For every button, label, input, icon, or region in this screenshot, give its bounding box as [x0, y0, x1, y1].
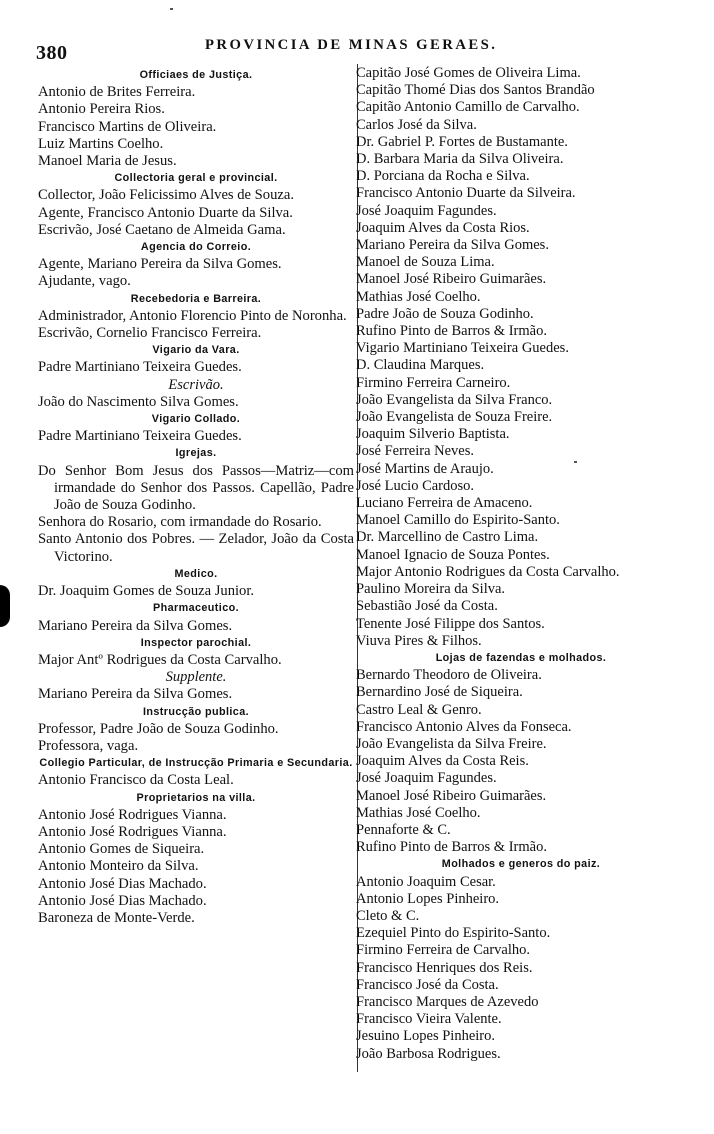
- directory-entry: Professora, vaga.: [38, 737, 139, 754]
- directory-entry: Padre João de Souza Godinho.: [356, 305, 534, 322]
- directory-entry: Manoel Maria de Jesus.: [38, 153, 177, 170]
- directory-entry: Joaquim Alves da Costa Reis.: [356, 753, 529, 770]
- directory-entry: José Ferreira Neves.: [356, 443, 475, 460]
- directory-entry: Francisco José da Costa.: [356, 976, 499, 993]
- directory-entry: José Martins de Araujo.: [356, 460, 494, 477]
- directory-entry: Antonio Lopes Pinheiro.: [356, 890, 500, 907]
- directory-entry: Collector, João Felicissimo Alves de Souza.: [38, 187, 294, 204]
- directory-entry: Francisco Antonio Alves da Fonseca.: [356, 718, 572, 735]
- directory-entry: João Evangelista de Souza Freire.: [356, 409, 553, 426]
- section-heading: Recebedoria e Barreira.: [130, 292, 262, 305]
- section-escrivao: [38, 377, 354, 411]
- directory-entry: Sebastião José da Costa.: [356, 598, 498, 615]
- directory-entry: Antonio José Rodrigues Vianna.: [38, 806, 227, 823]
- directory-entry: Bernardo Theodoro de Oliveira.: [356, 667, 542, 684]
- directory-entry: Mathias José Coelho.: [356, 288, 481, 305]
- section-heading: Lojas de fazendas e molhados.: [435, 651, 607, 664]
- directory-entry: João do Nascimento Silva Gomes.: [38, 393, 239, 410]
- directory-entry: Firmino Ferreira de Carvalho.: [356, 942, 531, 959]
- section-heading: Vigario da Vara.: [152, 344, 240, 357]
- directory-entry: João Barbosa Rodrigues.: [356, 1045, 501, 1062]
- directory-entry: Mathias José Coelho.: [356, 804, 481, 821]
- directory-entry: Ezequiel Pinto do Espirito-Santo.: [356, 925, 551, 942]
- directory-entry: Manoel José Ribeiro Guimarães.: [356, 787, 547, 804]
- section-collegio-particular-de-instruccao-primaria-e-secundaria: [38, 755, 354, 789]
- directory-entry: Ajudante, vago.: [38, 273, 131, 290]
- directory-entry: Antonio Gomes de Siqueira.: [38, 841, 205, 858]
- directory-entry: D. Barbara Maria da Silva Oliveira.: [356, 151, 564, 168]
- section-proprietarios-na-villa: [38, 790, 354, 928]
- section-heading: Escrivão.: [168, 376, 224, 393]
- directory-entry: Francisco Henriques dos Reis.: [356, 959, 533, 976]
- directory-entry: Mariano Pereira da Silva Gomes.: [356, 237, 549, 254]
- directory-entry: João Evangelista da Silva Franco.: [356, 391, 553, 408]
- directory-entry: Escrivão, Cornelio Francisco Ferreira.: [38, 325, 262, 342]
- directory-entry: Dr. Joaquim Gomes de Souza Junior.: [38, 583, 255, 600]
- ink-blot-mark: [0, 585, 10, 627]
- section-recebedoria-e-barreira: [38, 291, 354, 343]
- directory-entry: Padre Martiniano Teixeira Guedes.: [38, 359, 242, 376]
- directory-entry: Senhora do Rosario, com irmandade do Rosario.: [38, 514, 322, 531]
- directory-entry: José Joaquim Fagundes.: [356, 770, 497, 787]
- directory-entry: Viuva Pires & Filhos.: [356, 632, 482, 649]
- section-heading: Inspector parochial.: [140, 636, 252, 649]
- directory-entry: Major Antonio Rodrigues da Costa Carvalho.: [356, 563, 620, 580]
- page-number: 380: [36, 42, 68, 64]
- directory-entry: Agente, Francisco Antonio Duarte da Silva.: [38, 204, 293, 221]
- directory-entry: Mariano Pereira da Silva Gomes.: [38, 686, 233, 703]
- section-heading: Molhados e generos do paiz.: [441, 858, 601, 871]
- right-column: [356, 67, 686, 1063]
- section-igrejas: [38, 445, 354, 565]
- directory-entry: Padre Martiniano Teixeira Guedes.: [38, 428, 242, 445]
- section-continued: [356, 65, 686, 650]
- directory-entry: D. Porciana da Rocha e Silva.: [356, 168, 530, 185]
- directory-entry: Joaquim Alves da Costa Rios.: [356, 219, 530, 236]
- directory-entry: Capitão Thomé Dias dos Santos Brandão: [356, 82, 595, 99]
- directory-entry: Manoel José Ribeiro Guimarães.: [356, 271, 547, 288]
- directory-entry: Joaquim Silverio Baptista.: [356, 426, 510, 443]
- directory-entry: José Lucio Cardoso.: [356, 477, 475, 494]
- directory-entry: Antonio de Brites Ferreira.: [38, 84, 196, 101]
- directory-entry: Rufino Pinto de Barros & Irmão.: [356, 323, 547, 340]
- directory-entry: Capitão Antonio Camillo de Carvalho.: [356, 99, 580, 116]
- directory-entry: Baroneza de Monte-Verde.: [38, 909, 195, 926]
- directory-entry: Do Senhor Bom Jesus dos Passos—Matriz—com irmandade do Senhor dos Passos. Capellão, Padre João de Souza Godinho.: [38, 462, 354, 514]
- directory-entry: Francisco Martins de Oliveira.: [38, 118, 217, 135]
- directory-entry: Manoel de Souza Lima.: [356, 254, 495, 271]
- directory-entry: Antonio José Dias Machado.: [38, 875, 207, 892]
- section-agencia-do-correio: [38, 239, 354, 291]
- directory-entry: Bernardino José de Siqueira.: [356, 684, 523, 701]
- directory-entry: Firmino Ferreira Carneiro.: [356, 374, 511, 391]
- section-lojas-de-fazendas-e-molhados: [356, 650, 686, 856]
- directory-entry: Capitão José Gomes de Oliveira Lima.: [356, 65, 581, 81]
- section-heading: Agencia do Correio.: [140, 241, 252, 254]
- running-head-title: PROVINCIA DE MINAS GERAES.: [205, 37, 498, 53]
- section-heading: Proprietarios na villa.: [136, 791, 256, 804]
- directory-entry: Francisco Vieira Valente.: [356, 1011, 502, 1028]
- directory-entry: Mariano Pereira da Silva Gomes.: [38, 617, 233, 634]
- section-inspector-parochial: [38, 635, 354, 669]
- section-heading: Officiaes de Justiça.: [139, 69, 253, 81]
- directory-entry: Antonio Monteiro da Silva.: [38, 858, 199, 875]
- section-supplente: [38, 669, 354, 703]
- directory-entry: Antonio Pereira Rios.: [38, 101, 165, 118]
- directory-entry: João Evangelista da Silva Freire.: [356, 735, 547, 752]
- directory-entry: Escrivão, José Caetano de Almeida Gama.: [38, 221, 286, 238]
- directory-entry: Administrador, Antonio Florencio Pinto de Noronha.: [38, 307, 347, 324]
- directory-entry: Professor, Padre João de Souza Godinho.: [38, 720, 279, 737]
- directory-entry: D. Claudina Marques.: [356, 357, 485, 374]
- section-vigario-collado: [38, 411, 354, 445]
- directory-entry: Carlos José da Silva.: [356, 116, 477, 133]
- directory-entry: Agente, Mariano Pereira da Silva Gomes.: [38, 256, 282, 273]
- directory-entry: Luciano Ferreira de Amaceno.: [356, 495, 533, 512]
- directory-entry: Antonio José Rodrigues Vianna.: [38, 823, 227, 840]
- directory-entry: Dr. Marcellino de Castro Lima.: [356, 529, 539, 546]
- section-officiaes-de-justica: [38, 67, 354, 170]
- directory-entry: Paulino Moreira da Silva.: [356, 581, 506, 598]
- directory-entry: Tenente José Filippe dos Santos.: [356, 615, 545, 632]
- section-heading: Medico.: [174, 567, 218, 580]
- directory-entry: Vigario Martiniano Teixeira Guedes.: [356, 340, 569, 357]
- section-heading: Collegio Particular, de Instrucção Primaria e Secundaria.: [39, 757, 353, 770]
- directory-entry: Francisco Marques de Azevedo: [356, 993, 539, 1010]
- section-molhados-e-generos-do-paiz: [356, 856, 686, 1062]
- section-heading: Vigario Collado.: [151, 413, 241, 426]
- section-heading: Supplente.: [165, 669, 227, 686]
- directory-entry: Rufino Pinto de Barros & Irmão.: [356, 839, 547, 856]
- section-vigario-da-vara: [38, 342, 354, 376]
- directory-entry: José Joaquim Fagundes.: [356, 202, 497, 219]
- section-medico: [38, 566, 354, 600]
- section-collectoria-geral-e-provincial: [38, 170, 354, 239]
- directory-entry: Antonio José Dias Machado.: [38, 892, 207, 909]
- directory-entry: Luiz Martins Coelho.: [38, 135, 164, 152]
- section-heading: Pharmaceutico.: [152, 602, 239, 615]
- section-heading: Igrejas.: [175, 447, 217, 460]
- directory-entry: Jesuino Lopes Pinheiro.: [356, 1028, 496, 1045]
- section-instruccao-publica: [38, 704, 354, 756]
- directory-entry: Antonio Francisco da Costa Leal.: [38, 772, 234, 789]
- ink-speck: [170, 8, 173, 10]
- directory-entry: Francisco Antonio Duarte da Silveira.: [356, 185, 576, 202]
- section-heading: Collectoria geral e provincial.: [114, 172, 278, 185]
- directory-entry: Major Antº Rodrigues da Costa Carvalho.: [38, 651, 282, 668]
- directory-entry: Manoel Ignacio de Souza Pontes.: [356, 546, 550, 563]
- directory-entry: Santo Antonio dos Pobres. — Zelador, João da Costa Victorino.: [38, 531, 354, 565]
- directory-entry: Manoel Camillo do Espirito-Santo.: [356, 512, 560, 529]
- section-heading: Instrucção publica.: [143, 705, 249, 718]
- directory-entry: Dr. Gabriel P. Fortes de Bustamante.: [356, 133, 568, 150]
- directory-entry: Antonio Joaquim Cesar.: [356, 873, 496, 890]
- directory-entry: Cleto & C.: [356, 907, 420, 924]
- left-column: [38, 67, 354, 927]
- directory-entry: Castro Leal & Genro.: [356, 701, 482, 718]
- directory-entry: Pennaforte & C.: [356, 821, 451, 838]
- section-pharmaceutico: [38, 600, 354, 634]
